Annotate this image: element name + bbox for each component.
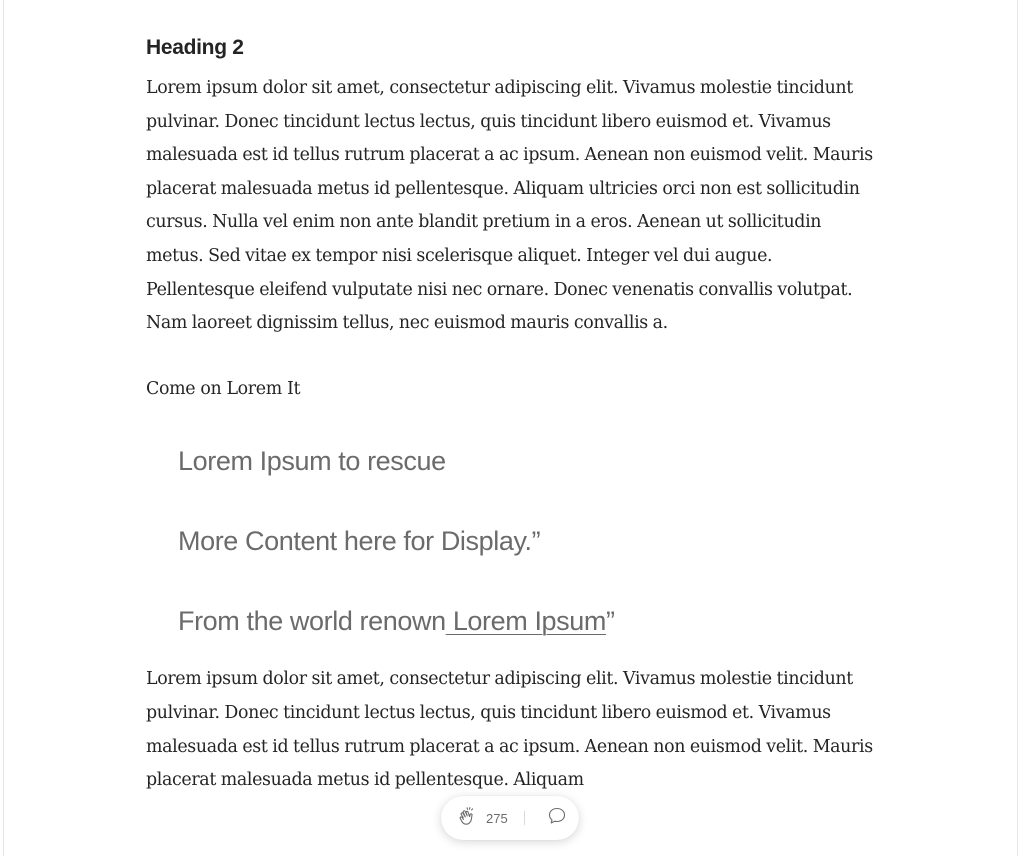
section-heading: Heading 2 — [146, 36, 244, 59]
clap-button[interactable] — [441, 806, 508, 830]
clap-count: 275 — [486, 810, 508, 826]
quote-line-1: Lorem Ipsum to rescue — [178, 446, 446, 477]
article-body — [146, 34, 874, 798]
paragraph-1: Lorem ipsum dolor sit amet, consectetur adipiscing elit. Vivamus molestie tincidunt pulvinar. Donec tincidunt lectus lectus, quis tincidunt libero euismod et. Vivamus malesuada est id tellus rutrum placerat a ac ipsum. Aenean non euismod velit. Mauris placerat malesuada metus id pellentesque. Aliquam ultricies orci non est sollicitudin cursus. Nulla vel enim non ante blandit pretium in a eros. Aenean ut sollicitudin metus. Sed vitae ex tempor nisi scelerisque aliquet. Integer vel dui augue. Pellentesque eleifend vulputate nisi nec ornare. Donec venenatis convallis volutpat. Nam laoreet dignissim tellus, nec euismod mauris convallis a. — [146, 78, 873, 334]
divider — [524, 811, 525, 825]
pull-quote — [178, 441, 874, 641]
clap-icon — [456, 806, 480, 830]
short-line: Come on Lorem It — [146, 378, 301, 399]
quote-line-3-suffix: ” — [605, 606, 615, 637]
left-border — [3, 0, 4, 856]
floating-action-bar — [441, 796, 579, 840]
quote-line-3 — [178, 601, 874, 641]
quote-line-3-prefix: From the world renown — [178, 606, 446, 637]
comment-icon — [546, 805, 568, 832]
quote-line-2: More Content here for Display.” — [178, 526, 541, 557]
right-border — [1017, 0, 1018, 856]
comment-button[interactable] — [546, 805, 568, 832]
lorem-ipsum-link[interactable]: Lorem Ipsum — [445, 606, 606, 637]
paragraph-2: Lorem ipsum dolor sit amet, consectetur adipiscing elit. Vivamus molestie tincidunt pulvinar. Donec tincidunt lectus lectus, quis tincidunt libero euismod et. Vivamus malesuada est id tellus rutrum placerat a ac ipsum. Aenean non euismod velit. Mauris placerat malesuada metus id pellentesque. Aliquam — [146, 669, 873, 791]
